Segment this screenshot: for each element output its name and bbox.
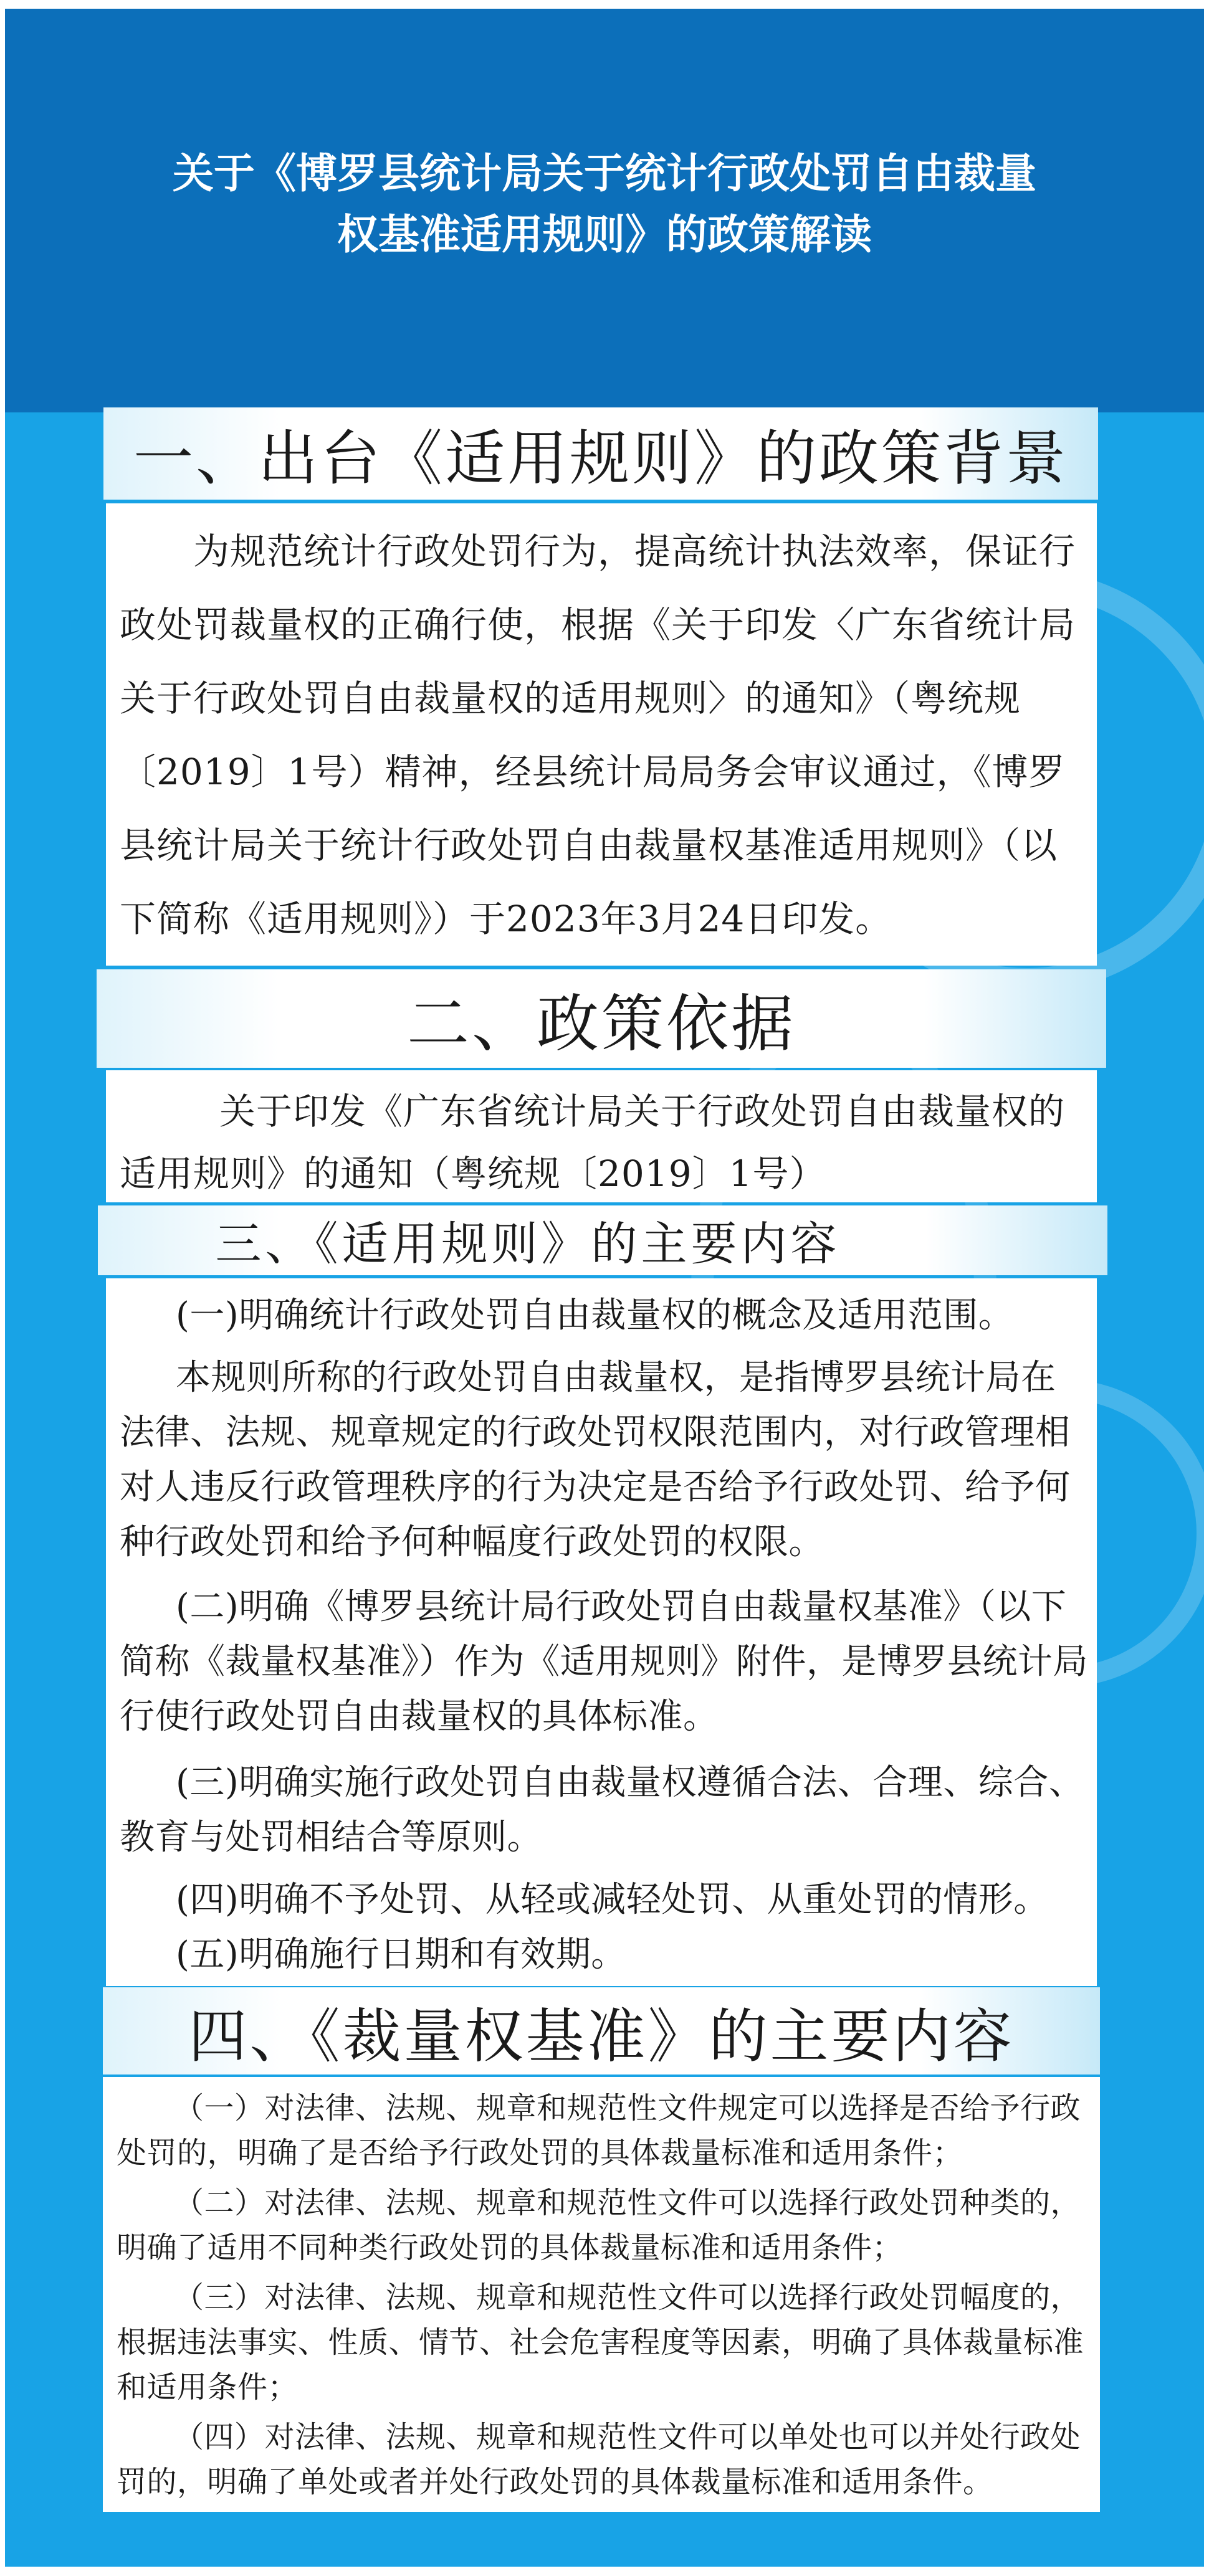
section3-body [106,1278,1097,1986]
section3-item: (三)明确实施行政处罚自由裁量权遵循合法、合理、综合、教育与处罚相结合等原则。 [120,1762,1084,1858]
section2-body [106,1070,1097,1202]
section3-heading: 三、《适用规则》的主要内容 [215,1217,841,1271]
section3-item: 本规则所称的行政处罚自由裁量权，是指博罗县统计局在法律、法规、规章规定的行政处罚权限范围内，对行政管理相对人违反行政管理秩序的行为决定是否给予行政处罚、给予何种行政处罚和给予何种幅度行政处罚的权限。 [120,1357,1071,1562]
section4-item: （二）对法律、法规、规章和规范性文件可以选择行政处罚种类的，明确了适用不同种类行政处罚的具体裁量标准和适用条件； [117,2185,1081,2265]
section2-paragraph: 关于印发《广东省统计局关于行政处罚自由裁量权的适用规则》的通知（粤统规〔2019〕1号） [120,1090,1066,1195]
section4-heading-band [103,1987,1100,2075]
section4-item: （一）对法律、法规、规章和规范性文件规定可以选择是否给予行政处罚的，明确了是否给予行政处罚的具体裁量标准和适用条件； [117,2091,1081,2170]
section3-item: (一)明确统计行政处罚自由裁量权的概念及适用范围。 [176,1295,1014,1336]
section1-heading: 一、出台《适用规则》的政策背景 [133,423,1068,493]
section3-item: (五)明确施行日期和有效期。 [176,1934,626,1975]
section1-body [106,503,1097,966]
section3-item: (二)明确《博罗县统计局行政处罚自由裁量权基准》（以下简称《裁量权基准》）作为《适用规则》附件，是博罗县统计局行使行政处罚自由裁量权的具体标准。 [120,1587,1088,1737]
section4-body [103,2077,1100,2512]
section4-heading: 四、《裁量权基准》的主要内容 [188,2002,1015,2071]
section4-item: （三）对法律、法规、规章和规范性文件可以选择行政处罚幅度的，根据违法事实、性质、情节、社会危害程度等因素，明确了具体裁量标准和适用条件； [117,2280,1084,2405]
section2-heading: 二、政策依据 [407,987,796,1060]
header-banner [5,9,1204,412]
section1-heading-band [103,407,1098,500]
section2-heading-band [97,969,1106,1068]
section3-heading-band [98,1205,1107,1275]
section4-item: （四）对法律、法规、规章和规范性文件可以单处也可以并处行政处罚的，明确了单处或者并处行政处罚的具体裁量标准和适用条件。 [117,2420,1081,2499]
section3-item: (四)明确不予处罚、从轻或减轻处罚、从重处罚的情形。 [176,1880,1049,1920]
page-title: 关于《博罗县统计局关于统计行政处罚自由裁量权基准适用规则》的政策解读 [173,149,1036,259]
section1-paragraph: 为规范统计行政处罚行为，提高统计执法效率，保证行政处罚裁量权的正确行使，根据《关于印发〈广东省统计局关于行政处罚自由裁量权的适用规则〉的通知》（粤统规〔2019〕1号）精神，经县统计局局务会审议通过，《博罗县统计局关于统计行政处罚自由裁量权基准适用规则》（以下简称《适用规则》）于2023年3月24日印发。 [120,530,1076,940]
